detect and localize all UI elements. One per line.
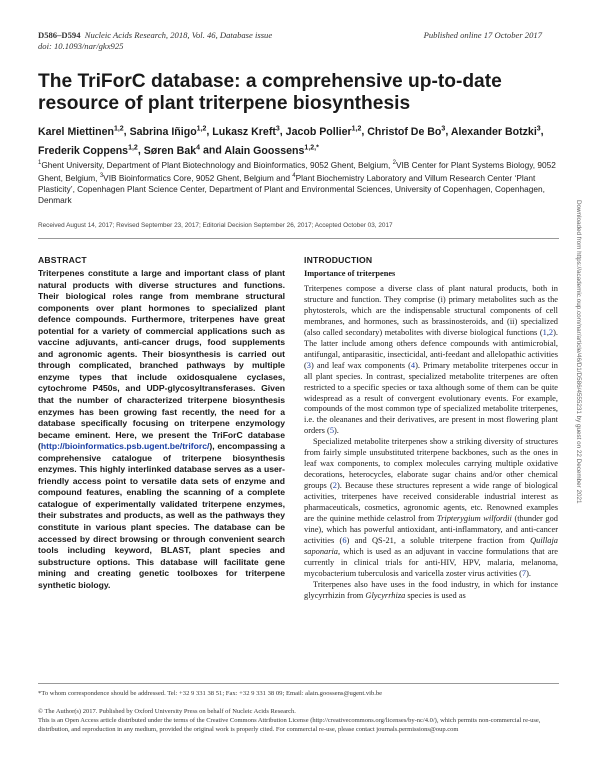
author-affiliation-marker: 1,2,* [304,144,319,152]
header-divider [38,238,559,239]
submission-dates: Received August 14, 2017; Revised September 23, 2017; Editorial Decision September 26, 2017; Accepted October 03, 2017 [38,222,393,229]
author-affiliation-marker: 3 [441,125,446,132]
text: , [546,327,549,337]
running-header [38,30,272,52]
author [144,145,200,157]
citation-link[interactable]: 4 [410,360,416,370]
author-name: Alain Goossens [224,144,305,157]
author [451,126,541,138]
author-affiliation-marker: 1,2 [128,144,138,152]
affiliation-text: VIB Bioinformatics Core, 9052 Ghent, Belgium and [103,172,290,183]
author-affiliation-marker: 1,2 [113,125,124,132]
text: (thunder god vine), which has powerful antioxidant, anti-inflammatory, and anti-cancer activities ( [304,514,558,545]
affiliation-text: Ghent University, Department of Plant Biotechnology and Bioinformatics, 9052 Ghent, Belgium, [41,159,391,170]
citation-link[interactable]: 2 [548,327,554,337]
species-name: Glycyrrhiza [365,590,406,600]
text: ) and QS-21, a soluble triterpene fraction from [346,535,531,545]
author-name: Søren Bak [143,144,197,157]
paragraph [304,580,558,602]
author-name: Alexander Botzki [450,125,537,138]
introduction-body [304,284,558,602]
species-name: Tripterygium wilfordii [436,514,512,524]
correspondence-text: To whom correspondence should be addressed. Tel: +32 9 331 38 51; Fax: +32 9 331 38 09; Email: alain.goossens@ugent.vib.be [41,690,383,697]
author-name: Frederik Coppens [38,144,129,157]
abstract-text-part: Triterpenes constitute a large and important class of plant natural products with diverse structures and functions. Their biological roles range from membrane structural components over plant hormones to specialized plant defence compounds. Furthermore, triterpenes have great potential for a variety of commercial applications such as vaccine adjuvants, anti-cancer drugs, food supplements and agronomic agents. Their biosynthesis is carried out through complicated, branched pathways by multiple enzyme types that include oxidosqualene cyclases, cytochrome P450s, and UDP-glycosyltransferases. Given that the number of characterized triterpene biosynthesis enzymes has been growing fast recently, the need for a database specifically focusing on triterpene enzymology became eminent. Here, we present the TriForC database ( [38,268,285,452]
author-affiliation-marker: 3 [536,125,541,132]
author [224,145,318,157]
text: ). [526,568,531,578]
article-title: The TriForC database: a comprehensive up-to-date resource of plant triterpene biosynthesis [38,71,502,114]
download-watermark: Downloaded from https://academic.oup.com/nar/article/46/D1/D586/4555231 by guest on 22 December 2021 [575,200,582,504]
paragraph [304,284,558,437]
author [38,126,124,138]
abstract-text-part: ), encompassing a comprehensive catalogue of triterpene biosynthesis enzymes. This highly interlinked database serves as a user-friendly access point to versatile data sets of enzyme and compound features, enabling the scanning of a complete catalogue of experimentally validated triterpene enzymes, their substrates and products, as well as the pathways they constitute in various plant species. The database can be accessed by direct browsing or through convenient search tools including keyword, BLAST, plant species and substructure options. This database will facilitate gene mining and creating genetic toolboxes for triterpene synthetic biology. [38,441,285,590]
citation-link[interactable]: 2 [332,481,337,491]
introduction-subheading: Importance of triterpenes [304,269,396,278]
text: species is used as [405,590,466,600]
citation-link[interactable]: 6 [342,535,347,545]
published-date: Published online 17 October 2017 [423,30,542,40]
author-name: Karel Miettinen [38,125,114,138]
text: , which is used as an adjuvant in vaccine formulations that are currently in clinical trials for anti-HIV, HPV, malaria, melanoma, mycobacterium tuberculosis and varicella zoster virus activities ( [304,546,558,578]
doi[interactable]: doi: 10.1093/nar/gkx925 [38,41,124,51]
database-url-link[interactable]: http://bioinformatics.psb.ugent.be/triforc/ [40,441,210,452]
affiliation-marker: 4 [292,172,296,179]
author-list: Karel Miettinen$^{1,2}$, Sabrina Iñigo$^{1,2}$, Lukasz Kreft$^3$, Jacob Pollier$^{1,2}$, Christof De Bo$^3$, Alexander Botzki$^3$, Frederik Coppens$^{1,2}$, Søren Bak$^4$ and Alain Goossens$^{1,2,*}$ [38,125,544,157]
author [130,126,207,138]
author [286,126,362,138]
copyright-notice [38,707,559,734]
footnote-divider [38,683,559,684]
introduction-heading: INTRODUCTION [304,255,373,265]
citation-link[interactable]: 7 [521,568,527,578]
author-affiliation-marker: 3 [275,125,280,132]
text: ). [334,426,339,436]
citation-link[interactable]: 1 [542,327,547,337]
author-name: Lukasz Kreft [212,125,276,138]
author-affiliation-marker: 4 [196,144,201,152]
text: Triterpenes compose a diverse class of plant natural products, both in structure and function. They comprise (i) primary metabolites such as the phytosterols, which are the indispensable structural components of cell membranes, and hormones, such as brassinosteroids, and (ii) specialized (also called secondary) metabolites with diverse biological functions ( [304,284,558,337]
abstract-text [38,268,285,591]
author [367,126,445,138]
author [38,145,138,157]
author-affiliation-marker: 1,2 [196,125,207,132]
text: Triterpenes also have uses in the food industry, in which for instance glycyrrhizin from [304,579,558,600]
journal-citation: Nucleic Acids Research, 2018, Vol. 46, Database issue [84,30,273,40]
affiliations [38,158,558,206]
text: Specialized metabolite triterpenes show a striking diversity of structures from fairly simple unsubstituted triterpene backbones, such as the ones in leaf wax components, to complex molecules carrying multiple oxidative decorations, heterocycles, elaborate sugar chains and/or other chemical groups ( [304,437,558,491]
citation-link[interactable]: 5 [329,426,334,436]
text: ) and leaf wax components ( [310,360,411,370]
correspondence-note: *To whom correspondence should be addressed. Tel: +32 9 331 38 51; Fax: +32 9 331 38 09; Email: alain.goossens@ugent.vib.be [38,690,383,697]
text: ). Primary metabolite triterpenes occur in all plant species. In contrast, specialized metabolite triterpenes are often restricted to a specific species or taxa although some of them can be quite widespread as a result of convergent evolutionary events. For example, compounds of the most common type of specialized metabolite triterpenes, i.e. the oleananes and their derivatives, are present in most flowering plant orders ( [304,360,558,436]
affiliation-marker: 2 [392,160,396,166]
author-name: Jacob Pollier [285,125,352,138]
citation-link[interactable]: 3 [306,360,311,370]
abstract-heading: ABSTRACT [38,255,87,265]
author-name: Sabrina Iñigo [129,125,197,138]
text: ). Because these structures represent a wide range of biological activities, triterpenes have received considerable industrial interest as pharmaceuticals, cosmetics, agronomic agents, etc. Renowned examples are the quinine methide celastrol from [304,481,558,524]
author-affiliation-marker: 1,2 [351,125,362,132]
affiliation-marker: 1 [38,160,42,166]
affiliation-text: Plant Biochemistry Laboratory and Villum Research Center ‘Plant Plasticity’, Copenhagen Plant Science Center, Department of Plant and Environmental Sciences, University of Copenhagen, Copenhagen, Denmark [38,172,545,206]
text: ). The latter include among others defence compounds with antimicrobial, antifungal, antiparasitic, insecticidal, anti-feedant and allelopathic activities ( [304,327,558,370]
paragraph [304,437,558,579]
page-range: D586–D594 [38,30,81,40]
author [212,126,279,138]
affiliation-text: VIB Center for Plant Systems Biology, 9052 Ghent, Belgium, [38,159,556,183]
license-text: This is an Open Access article distributed under the terms of the Creative Commons Attribution License (http://creativecommons.org/licenses/by-nc/4.0/), which permits non-commercial re-use, distribution, and reproduction in any medium, provided the original work is properly cited. For commercial re-use, please contact journals.permissions@oup.com [38,717,541,734]
author-name: Christof De Bo [367,125,442,138]
affiliation-marker: 3 [99,172,104,179]
species-name: Quillaja saponaria [304,535,558,556]
copyright-line: © The Author(s) 2017. Published by Oxford University Press on behalf of Nucleic Acids Research. [38,708,296,715]
